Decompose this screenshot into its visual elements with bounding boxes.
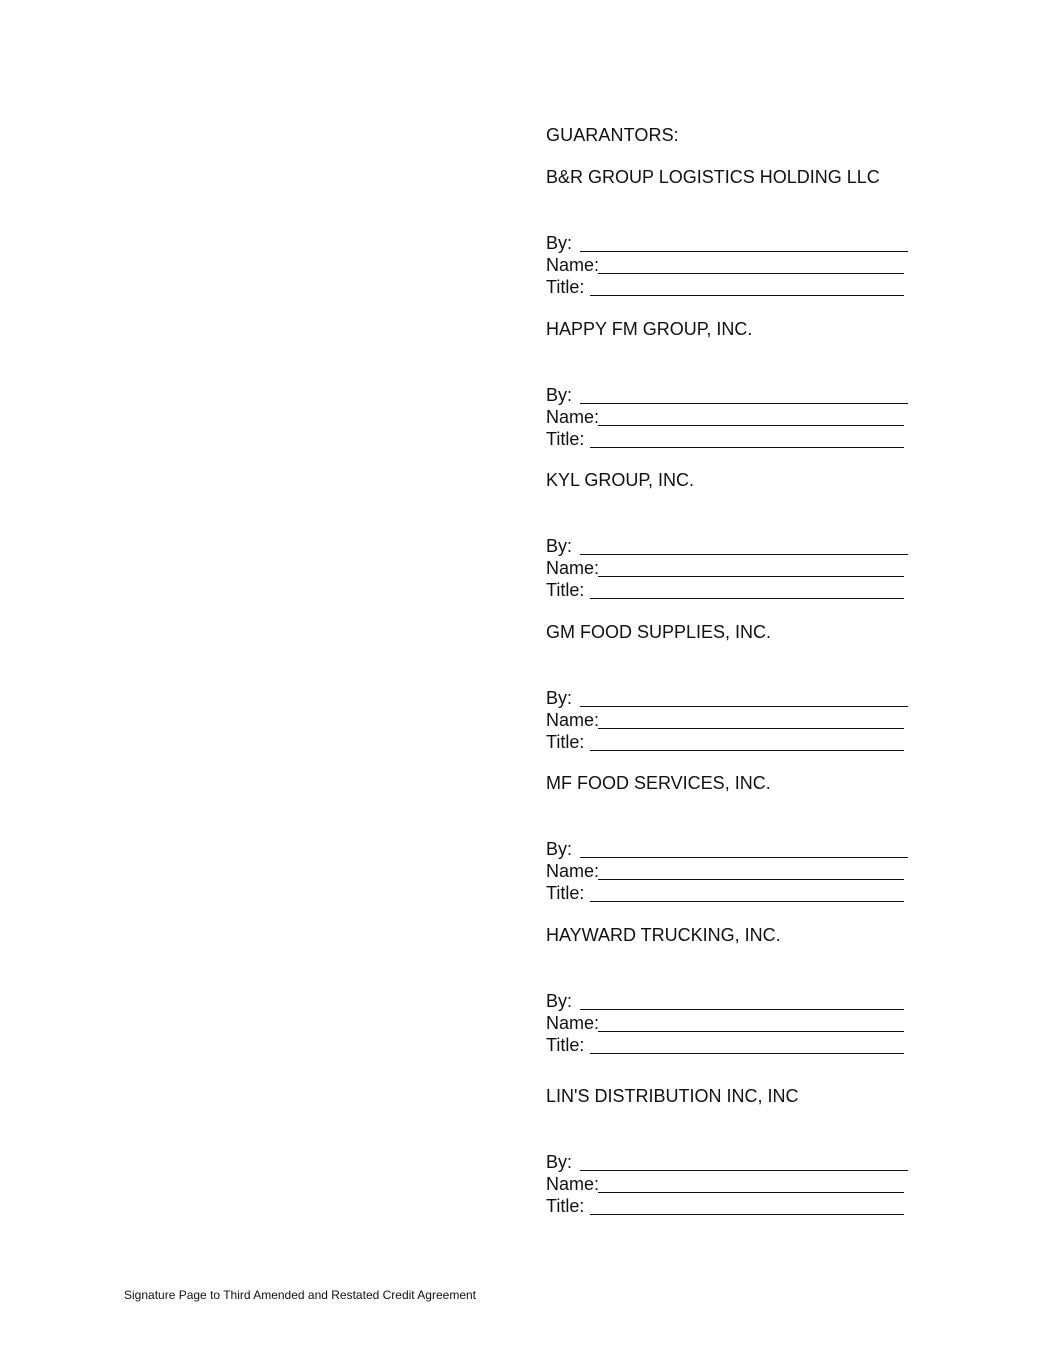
name-line[interactable] bbox=[546, 860, 906, 882]
title-line[interactable] bbox=[546, 1195, 906, 1217]
title-label: Title: bbox=[546, 1196, 585, 1216]
entity-name: GM FOOD SUPPLIES, INC. bbox=[546, 622, 772, 642]
by-label: By: bbox=[546, 233, 573, 253]
entity-name: B&R GROUP LOGISTICS HOLDING LLC bbox=[546, 167, 880, 187]
by-line[interactable] bbox=[546, 687, 911, 709]
name-line[interactable] bbox=[546, 709, 906, 731]
title-label: Title: bbox=[546, 732, 585, 752]
by-line[interactable] bbox=[546, 838, 911, 860]
title-rule bbox=[590, 901, 904, 902]
name-rule bbox=[598, 425, 904, 426]
signature-block-hayward-trucking bbox=[546, 924, 926, 1055]
by-label: By: bbox=[546, 536, 573, 556]
signature-block-lins-distribution bbox=[546, 1085, 926, 1216]
name-line[interactable] bbox=[546, 557, 906, 579]
entity-name: LIN'S DISTRIBUTION INC, INC bbox=[546, 1086, 799, 1106]
title-line[interactable] bbox=[546, 882, 906, 904]
name-label: Name: bbox=[546, 1013, 600, 1033]
by-line[interactable] bbox=[546, 384, 911, 406]
signature-block-gm-food bbox=[546, 621, 926, 752]
by-line[interactable] bbox=[546, 535, 911, 557]
name-rule bbox=[598, 728, 904, 729]
entity-name: HAPPY FM GROUP, INC. bbox=[546, 319, 753, 339]
name-label: Name: bbox=[546, 710, 600, 730]
signature-block-happy-fm bbox=[546, 318, 926, 449]
name-label: Name: bbox=[546, 407, 600, 427]
name-label: Name: bbox=[546, 861, 600, 881]
name-line[interactable] bbox=[546, 1012, 906, 1034]
signature-block-kyl-group bbox=[546, 469, 926, 600]
by-label: By: bbox=[546, 385, 573, 405]
entity-name: MF FOOD SERVICES, INC. bbox=[546, 773, 771, 793]
signature-block-br-group bbox=[546, 166, 926, 297]
by-signature-rule bbox=[580, 857, 908, 858]
by-label: By: bbox=[546, 991, 573, 1011]
title-rule bbox=[590, 1053, 904, 1054]
signature-block-mf-food bbox=[546, 772, 926, 903]
entity-name: HAYWARD TRUCKING, INC. bbox=[546, 925, 781, 945]
by-label: By: bbox=[546, 839, 573, 859]
title-label: Title: bbox=[546, 1035, 585, 1055]
name-rule bbox=[598, 1192, 904, 1193]
by-line[interactable] bbox=[546, 232, 911, 254]
entity-name: KYL GROUP, INC. bbox=[546, 470, 695, 490]
guarantors-heading: GUARANTORS: bbox=[546, 125, 679, 145]
signature-column bbox=[546, 124, 926, 1216]
title-label: Title: bbox=[546, 883, 585, 903]
title-label: Title: bbox=[546, 429, 585, 449]
page-footer: Signature Page to Third Amended and Restated Credit Agreement bbox=[124, 1288, 477, 1302]
by-label: By: bbox=[546, 1152, 573, 1172]
by-line[interactable] bbox=[546, 1151, 911, 1173]
title-line[interactable] bbox=[546, 731, 906, 753]
name-label: Name: bbox=[546, 1174, 600, 1194]
title-line[interactable] bbox=[546, 1034, 906, 1056]
title-rule bbox=[590, 295, 904, 296]
by-signature-rule bbox=[580, 554, 908, 555]
title-line[interactable] bbox=[546, 428, 906, 450]
by-signature-rule bbox=[580, 1009, 904, 1010]
name-rule bbox=[598, 273, 904, 274]
by-line[interactable] bbox=[546, 990, 906, 1012]
by-signature-rule bbox=[580, 403, 908, 404]
title-label: Title: bbox=[546, 580, 585, 600]
title-label: Title: bbox=[546, 277, 585, 297]
title-line[interactable] bbox=[546, 579, 906, 601]
title-rule bbox=[590, 598, 904, 599]
by-signature-rule bbox=[580, 1170, 908, 1171]
name-label: Name: bbox=[546, 558, 600, 578]
name-rule bbox=[598, 576, 904, 577]
by-signature-rule bbox=[580, 706, 908, 707]
title-rule bbox=[590, 1214, 904, 1215]
title-rule bbox=[590, 447, 904, 448]
name-line[interactable] bbox=[546, 1173, 906, 1195]
name-line[interactable] bbox=[546, 254, 906, 276]
name-rule bbox=[598, 1031, 904, 1032]
name-label: Name: bbox=[546, 255, 600, 275]
by-label: By: bbox=[546, 688, 573, 708]
by-signature-rule bbox=[580, 251, 908, 252]
title-line[interactable] bbox=[546, 276, 906, 298]
name-line[interactable] bbox=[546, 406, 906, 428]
name-rule bbox=[598, 879, 904, 880]
title-rule bbox=[590, 750, 904, 751]
